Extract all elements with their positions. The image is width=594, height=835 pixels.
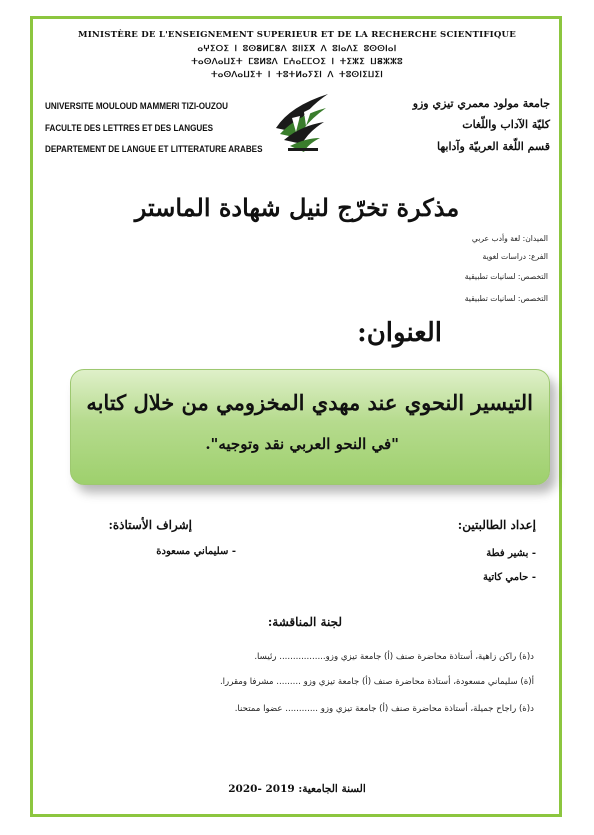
thesis-title-line-2: "في النحو العربي نقد وتوجيه". [205, 435, 399, 453]
student-name-1: - بشير فطة [486, 548, 536, 559]
committee-member-3: د(ة) راجاح جميلة، أستاذة محاضرة صنف (أ) جامعة تيزي وزو ............ عضوا ممتحنا. [234, 704, 534, 714]
field-specialty: التخصص: لسانيات تطبيقية [464, 272, 548, 281]
tifinagh-line-2: ⵜⴰⵙⴷⴰⵡⵉⵜ ⵎⵓⵍⵓⴷ ⵎⵄⴰⵎⵎⵔⵉ ⵏ ⵜⵉⵣⵉ ⵡⴻⵣⵣⵓ [191, 57, 403, 67]
student-name-2: - حامي كاتية [482, 572, 536, 583]
supervisor-name: - سليماني مسعودة [156, 546, 236, 557]
thesis-title-box [70, 369, 550, 485]
committee-heading: لجنة المناقشة: [267, 615, 342, 629]
field-domain: الميدان: لغة وأدب عربي [471, 234, 548, 243]
field-specialty-2: التخصص: لسانيات تطبيقية [464, 294, 548, 303]
field-branch: الفرع: دراسات لغوية [482, 252, 548, 261]
faculty-name-fr: FACULTE DES LETTRES ET DES LANGUES [45, 123, 214, 133]
university-logo-icon [270, 88, 334, 156]
committee-member-1: د(ة) راكن زاهية، أستاذة محاضرة صنف (أ) جامعة تيزي وزو................. رئيسا. [254, 652, 534, 662]
supervisor-heading: إشراف الأستاذة: [108, 518, 192, 532]
tifinagh-line-3: ⵜⴰⵙⴷⴰⵡⵉⵜ ⵏ ⵜⵓⵜⵍⴰⵢⵉⵏ ⴷ ⵜⵓⵙⵏⵉⵡⵉⵏ [210, 70, 384, 80]
academic-year: السنة الجامعية: 2019 -2020 [228, 783, 366, 795]
tifinagh-line-1: ⴰⵖⵉⵔⵉ ⵏ ⵓⵙⴻⵍⵎⴻⴷ ⵓⵏⵏⵉⴳ ⴷ ⵓⵏⴰⴷⵉ ⵓⵙⵙⵏⴰⵏ [197, 44, 397, 54]
department-name-fr: DEPARTEMENT DE LANGUE ET LITTERATURE ARABES [45, 144, 263, 154]
faculty-name-ar: كليّة الآداب واللّغات [462, 118, 550, 131]
students-heading: إعداد الطالبتين: [457, 518, 536, 532]
committee-member-2: أ(ة) سليماني مسعودة، أستاذة محاضرة صنف (أ) جامعة تيزي وزو ......... مشرفا ومقررا. [219, 677, 534, 687]
thesis-title-line-1: التيسير النحوي عند مهدي المخزومي من خلال كتابه [86, 390, 533, 415]
university-name-ar: جامعة مولود معمري تيزي وزو [412, 97, 550, 110]
university-name-fr: UNIVERSITE MOULOUD MAMMERI TIZI-OUZOU [45, 101, 228, 111]
title-label: العنوان: [357, 318, 442, 348]
department-name-ar: قسم اللّغة العربيّة وآدابها [436, 140, 550, 153]
ministry-heading: MINISTÈRE DE L'ENSEIGNEMENT SUPERIEUR ET DE LA RECHERCHE SCIENTIFIQUE [77, 30, 516, 40]
main-title: مذكرة تخرّج لنيل شهادة الماستر [134, 193, 460, 222]
